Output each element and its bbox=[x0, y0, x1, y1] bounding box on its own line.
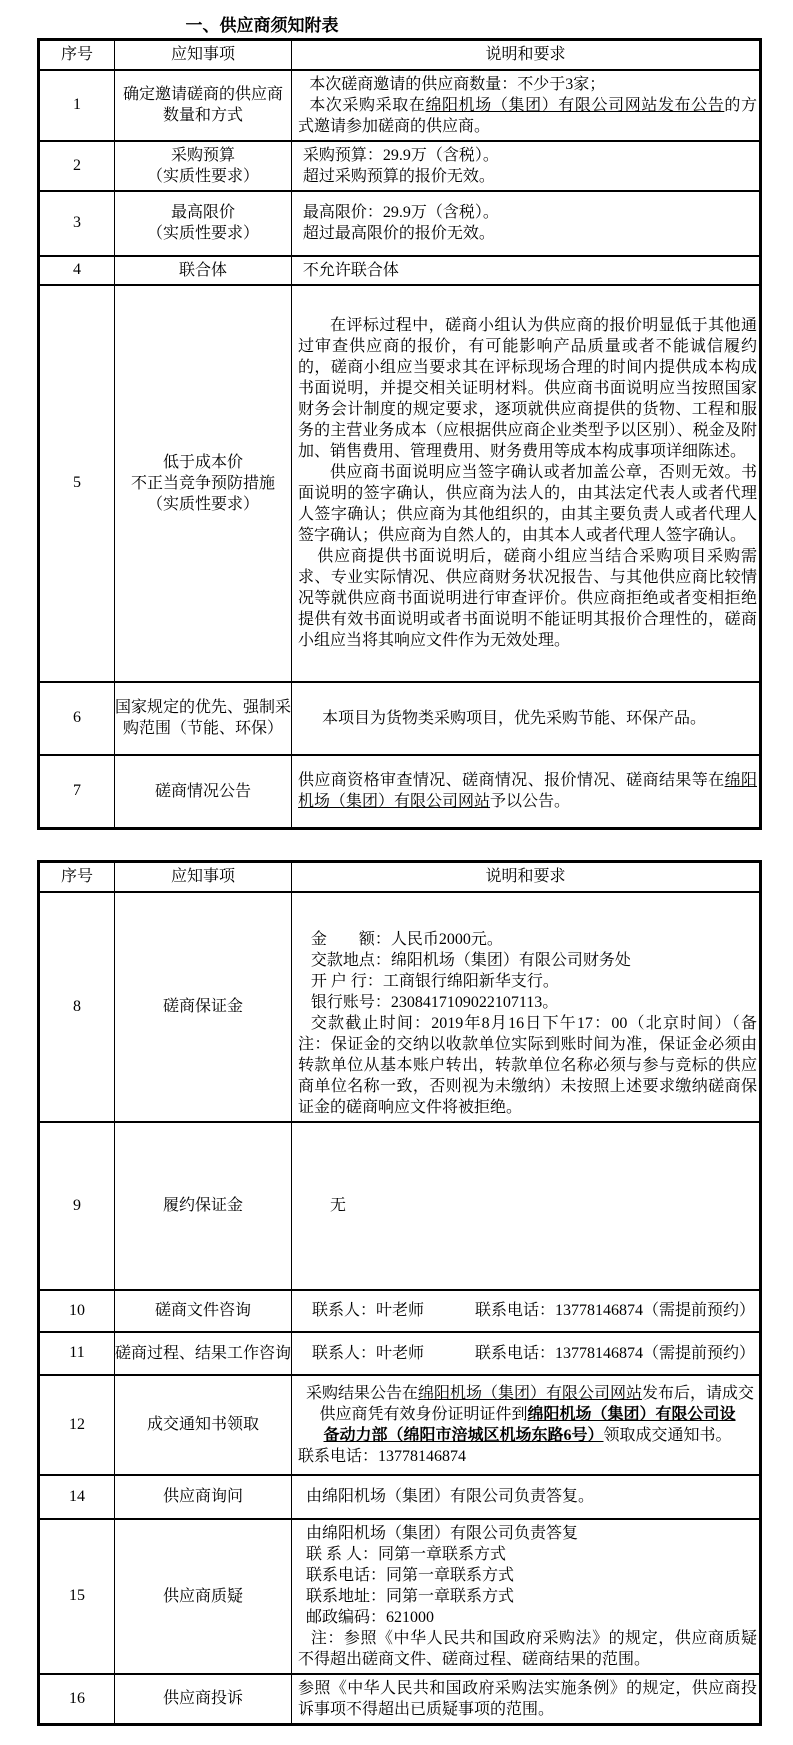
text-segment: 绵阳机场（集团）有限公司设 bbox=[527, 1405, 736, 1423]
row-number-cell: 9 bbox=[39, 1122, 115, 1290]
table-row bbox=[39, 1519, 761, 1674]
table-row bbox=[39, 755, 761, 829]
contact-line bbox=[298, 1300, 757, 1321]
desc-paragraph bbox=[298, 929, 757, 950]
table-row bbox=[39, 256, 761, 285]
table-row bbox=[39, 285, 761, 682]
table-row bbox=[39, 1674, 761, 1725]
notice-item-line: 最高限价 bbox=[171, 204, 236, 221]
notice-item-cell bbox=[115, 892, 292, 1122]
row-number-cell: 4 bbox=[39, 256, 115, 285]
desc-paragraph bbox=[298, 1628, 757, 1670]
notice-item-cell bbox=[115, 755, 292, 829]
text-segment: 邮政编码：621000 bbox=[306, 1608, 435, 1626]
row-number-cell: 1 bbox=[39, 70, 115, 141]
notice-item-line: 确定邀请磋商的供应商 bbox=[123, 86, 284, 103]
notice-item-line: 低于成本价 bbox=[163, 453, 244, 471]
notice-item-line: 供应商质疑 bbox=[163, 1587, 244, 1605]
column-header: 序号 bbox=[39, 40, 115, 70]
notice-item-cell bbox=[115, 1375, 292, 1475]
requirement-desc-cell bbox=[292, 191, 761, 256]
contact-phone: 联系电话：13778146874（需提前预约） bbox=[475, 1302, 756, 1319]
notice-table-2 bbox=[37, 860, 762, 1726]
desc-paragraph bbox=[298, 950, 757, 971]
requirement-desc bbox=[292, 1483, 759, 1510]
notice-item-line: 磋商情况公告 bbox=[155, 782, 252, 800]
text-segment: 供应商书面说明应当签字确认或者加盖公章，否则无效。书面说明的签字确认，供应商为法人的，由其法定代表人或者代理人签字确认；供应商为其他组织的，由其主要负责人或者代理人签字确认；供应商为自然人的，由其本人或者代理人签字确认。 bbox=[298, 464, 758, 544]
desc-paragraph bbox=[298, 1195, 757, 1216]
row-number-cell: 7 bbox=[39, 755, 115, 829]
notice-item-cell bbox=[115, 1290, 292, 1332]
requirement-desc bbox=[292, 1297, 759, 1324]
desc-paragraph bbox=[298, 992, 757, 1013]
requirement-desc bbox=[292, 705, 759, 732]
text-segment: 的方式邀请参加磋商的供应商。 bbox=[298, 96, 757, 135]
requirement-desc bbox=[292, 312, 759, 654]
desc-paragraph bbox=[298, 1486, 757, 1507]
row-number-cell: 2 bbox=[39, 141, 115, 191]
text-segment: 交款地点：绵阳机场（集团）有限公司财务处 bbox=[310, 951, 631, 969]
text-segment: 联 系 人：同第一章联系方式 bbox=[306, 1545, 507, 1563]
text-segment: 予以公告。 bbox=[490, 793, 571, 811]
text-segment: 开 户 行：工商银行绵阳新华支行。 bbox=[310, 972, 559, 990]
text-segment: 由绵阳机场（集团）有限公司负责答复。 bbox=[306, 1488, 595, 1505]
notice-item-line: 磋商文件咨询 bbox=[155, 1302, 252, 1319]
table-row bbox=[39, 1475, 761, 1519]
text-segment: 联系电话：同第一章联系方式 bbox=[306, 1566, 515, 1584]
desc-paragraph bbox=[298, 462, 757, 546]
notice-table-1 bbox=[37, 38, 762, 830]
notice-item-line: 购范围（节能、环保） bbox=[123, 720, 284, 737]
contact-phone: 联系电话：13778146874（需提前预约） bbox=[475, 1344, 756, 1362]
page-title: 一、供应商须知附表 bbox=[185, 16, 339, 35]
requirement-desc-cell bbox=[292, 1290, 761, 1332]
text-segment: 联系电话：13778146874 bbox=[298, 1447, 467, 1465]
notice-item-cell bbox=[115, 1674, 292, 1725]
requirement-desc bbox=[292, 1675, 759, 1723]
table-row bbox=[39, 1290, 761, 1332]
desc-paragraph bbox=[298, 1446, 757, 1467]
notice-item-line: （实质性要求） bbox=[147, 167, 260, 185]
row-number-cell: 5 bbox=[39, 285, 115, 682]
table-row bbox=[39, 191, 761, 256]
text-segment: 联系地址：同第一章联系方式 bbox=[306, 1587, 515, 1605]
text-segment: 交款截止时间：2019年8月16日下午17：00（北京时间）（备注：保证金的交纳以收款单位实际到账时间为准，保证金必须由转款单位从基本账户转出，转款单位名称必须与参与竞标的供应商单位名称一致，否则视为未缴纳）未按照上述要求缴纳磋商保证金的磋商响应文件将被拒绝。 bbox=[298, 1014, 758, 1116]
notice-item-line: 成交通知书领取 bbox=[147, 1416, 260, 1433]
requirement-desc bbox=[292, 1380, 759, 1470]
desc-paragraph bbox=[298, 1013, 757, 1118]
contact-person: 联系人：叶老师 bbox=[312, 1344, 425, 1362]
row-number-cell: 8 bbox=[39, 892, 115, 1122]
text-segment: 在评标过程中，磋商小组认为供应商的报价明显低于其他通过审查供应商的报价，有可能影响产品质量或者不能诚信履约的，磋商小组应当要求其在评标现场合理的时间内提供成本构成书面说明，并提交相关证明材料。供应商书面说明应当按照国家财务会计制度的规定要求，逐项就供应商提供的货物、工程和服务的主营业务成本（应根据供应商企业类型予以区别）、税金及附加、销售费用、管理费用、财务费用等成本构成事项详细陈述。 bbox=[298, 317, 758, 460]
text-segment: 供应商凭有效身份证明证件到 bbox=[319, 1405, 528, 1423]
text-segment: 不允许联合体 bbox=[302, 261, 399, 279]
row-number-cell: 11 bbox=[39, 1332, 115, 1375]
text-segment: 发布后，请成交 bbox=[642, 1384, 755, 1402]
desc-paragraph bbox=[298, 1544, 757, 1565]
text-segment: 绵阳机场（集团）有限公司网站发布公告 bbox=[425, 96, 725, 114]
text-segment: 参照《中华人民共和国政府采购法实施条例》的规定，供应商投诉事项不得超出已质疑事项的范围。 bbox=[298, 1679, 758, 1718]
desc-paragraph bbox=[298, 1565, 757, 1586]
desc-paragraph bbox=[298, 202, 757, 223]
text-segment: 绵阳机场（集团）有限公司网站 bbox=[298, 772, 758, 811]
text-segment: 供应商提供书面说明后，磋商小组应当结合采购项目采购需求、专业实际情况、供应商财务状况报告、与其他供应商比较情况等就供应商书面说明进行审查评价。供应商拒绝或者变相拒绝提供有效书面说明或者书面说明不能证明其报价合理性的，磋商小组应当将其响应文件作为无效处理。 bbox=[298, 548, 758, 649]
requirement-desc bbox=[292, 199, 759, 247]
notice-item-line: （实质性要求） bbox=[147, 495, 260, 513]
notice-item-cell bbox=[115, 256, 292, 285]
desc-paragraph bbox=[298, 971, 757, 992]
notice-item-cell bbox=[115, 70, 292, 141]
requirement-desc bbox=[292, 257, 759, 284]
requirement-desc bbox=[292, 767, 759, 815]
desc-paragraph bbox=[298, 770, 757, 812]
desc-paragraph bbox=[298, 260, 757, 281]
requirement-desc-cell bbox=[292, 1475, 761, 1519]
column-header: 应知事项 bbox=[115, 862, 292, 892]
requirement-desc-cell bbox=[292, 70, 761, 141]
notice-item-cell bbox=[115, 285, 292, 682]
notice-item-line: 联合体 bbox=[179, 261, 228, 279]
notice-item-cell bbox=[115, 1332, 292, 1375]
requirement-desc-cell bbox=[292, 256, 761, 285]
table-row bbox=[39, 682, 761, 755]
text-segment: 超过最高限价的报价无效。 bbox=[302, 225, 495, 242]
requirement-desc bbox=[292, 71, 759, 140]
column-header: 说明和要求 bbox=[292, 862, 761, 892]
desc-paragraph bbox=[298, 145, 757, 166]
contact-line bbox=[298, 1343, 757, 1364]
desc-paragraph bbox=[298, 1678, 757, 1720]
notice-item-cell bbox=[115, 682, 292, 755]
notice-item-line: 采购预算 bbox=[171, 146, 236, 164]
desc-paragraph bbox=[298, 1523, 757, 1544]
requirement-desc-cell bbox=[292, 1122, 761, 1290]
text-segment: 无 bbox=[330, 1197, 347, 1214]
text-segment: 本次采购采取在 bbox=[309, 96, 426, 114]
requirement-desc bbox=[292, 1340, 759, 1367]
text-segment: 采购结果公告在 bbox=[306, 1384, 419, 1402]
table-row bbox=[39, 141, 761, 191]
column-header: 说明和要求 bbox=[292, 40, 761, 70]
requirement-desc-cell bbox=[292, 141, 761, 191]
text-segment: 超过采购预算的报价无效。 bbox=[302, 167, 495, 185]
requirement-desc bbox=[292, 926, 759, 1121]
row-number-cell: 14 bbox=[39, 1475, 115, 1519]
text-segment: 注：参照《中华人民共和国政府采购法》的规定，供应商质疑不得超出磋商文件、磋商过程、磋商结果的范围。 bbox=[298, 1629, 758, 1668]
desc-paragraph bbox=[298, 74, 757, 95]
header-row bbox=[39, 40, 761, 70]
requirement-desc-cell bbox=[292, 755, 761, 829]
row-number-cell: 3 bbox=[39, 191, 115, 256]
table-row bbox=[39, 1122, 761, 1290]
notice-item-cell bbox=[115, 191, 292, 256]
notice-item-cell bbox=[115, 141, 292, 191]
desc-paragraph bbox=[298, 95, 757, 137]
notice-item-line: 磋商过程、结果工作咨询 bbox=[115, 1344, 292, 1362]
table-row bbox=[39, 1375, 761, 1475]
column-header: 应知事项 bbox=[115, 40, 292, 70]
desc-paragraph bbox=[298, 1607, 757, 1628]
text-segment: 备动力部（绵阳市涪城区机场东路6号） bbox=[323, 1426, 604, 1444]
requirement-desc bbox=[292, 1192, 759, 1219]
text-segment: 绵阳机场（集团）有限公司网站 bbox=[418, 1384, 643, 1402]
table-row bbox=[39, 1332, 761, 1375]
text-segment: 最高限价：29.9万（含税）。 bbox=[302, 204, 499, 221]
requirement-desc-cell bbox=[292, 1674, 761, 1725]
text-segment: 本次磋商邀请的供应商数量：不少于3家； bbox=[309, 75, 606, 93]
table-row bbox=[39, 892, 761, 1122]
header-row bbox=[39, 862, 761, 892]
requirement-desc-cell bbox=[292, 682, 761, 755]
text-segment: 金 额：人民币2000元。 bbox=[310, 930, 503, 948]
requirement-desc bbox=[292, 142, 759, 190]
requirement-desc bbox=[292, 1520, 759, 1673]
notice-item-line: 履约保证金 bbox=[163, 1197, 244, 1214]
desc-paragraph bbox=[298, 708, 757, 729]
notice-item-line: 国家规定的优先、强制采 bbox=[115, 699, 292, 716]
row-number-cell: 10 bbox=[39, 1290, 115, 1332]
row-number-cell: 6 bbox=[39, 682, 115, 755]
row-number-cell: 16 bbox=[39, 1674, 115, 1725]
contact-person: 联系人：叶老师 bbox=[312, 1302, 425, 1319]
notice-item-line: 磋商保证金 bbox=[163, 998, 244, 1015]
desc-paragraph bbox=[298, 223, 757, 244]
requirement-desc-cell bbox=[292, 1375, 761, 1475]
requirement-desc-cell bbox=[292, 1332, 761, 1375]
notice-item-line: 供应商投诉 bbox=[163, 1690, 244, 1707]
desc-paragraph bbox=[298, 166, 757, 187]
desc-paragraph bbox=[298, 546, 757, 651]
text-segment: 领取成交通知书。 bbox=[603, 1426, 732, 1444]
row-number-cell: 15 bbox=[39, 1519, 115, 1674]
requirement-desc-cell bbox=[292, 1519, 761, 1674]
notice-item-line: （实质性要求） bbox=[147, 225, 260, 242]
notice-item-cell bbox=[115, 1519, 292, 1674]
desc-paragraph bbox=[298, 315, 757, 462]
text-segment: 由绵阳机场（集团）有限公司负责答复 bbox=[306, 1524, 579, 1542]
desc-paragraph bbox=[298, 1404, 757, 1425]
desc-paragraph bbox=[298, 1586, 757, 1607]
desc-paragraph bbox=[298, 1425, 757, 1446]
notice-item-cell bbox=[115, 1122, 292, 1290]
notice-item-line: 不正当竞争预防措施 bbox=[131, 474, 276, 492]
table-row bbox=[39, 70, 761, 141]
text-segment: 本项目为货物类采购项目，优先采购节能、环保产品。 bbox=[322, 709, 707, 727]
column-header: 序号 bbox=[39, 862, 115, 892]
notice-item-cell bbox=[115, 1475, 292, 1519]
text-segment: 供应商资格审查情况、磋商情况、报价情况、磋商结果等在 bbox=[298, 772, 725, 790]
row-number-cell: 12 bbox=[39, 1375, 115, 1475]
notice-item-line: 数量和方式 bbox=[163, 107, 244, 124]
notice-item-line: 供应商询问 bbox=[163, 1488, 244, 1505]
requirement-desc-cell bbox=[292, 285, 761, 682]
desc-paragraph bbox=[298, 1383, 757, 1404]
text-segment: 银行账号：2308417109022107113。 bbox=[310, 993, 559, 1011]
requirement-desc-cell bbox=[292, 892, 761, 1122]
text-segment: 采购预算：29.9万（含税）。 bbox=[302, 146, 499, 164]
